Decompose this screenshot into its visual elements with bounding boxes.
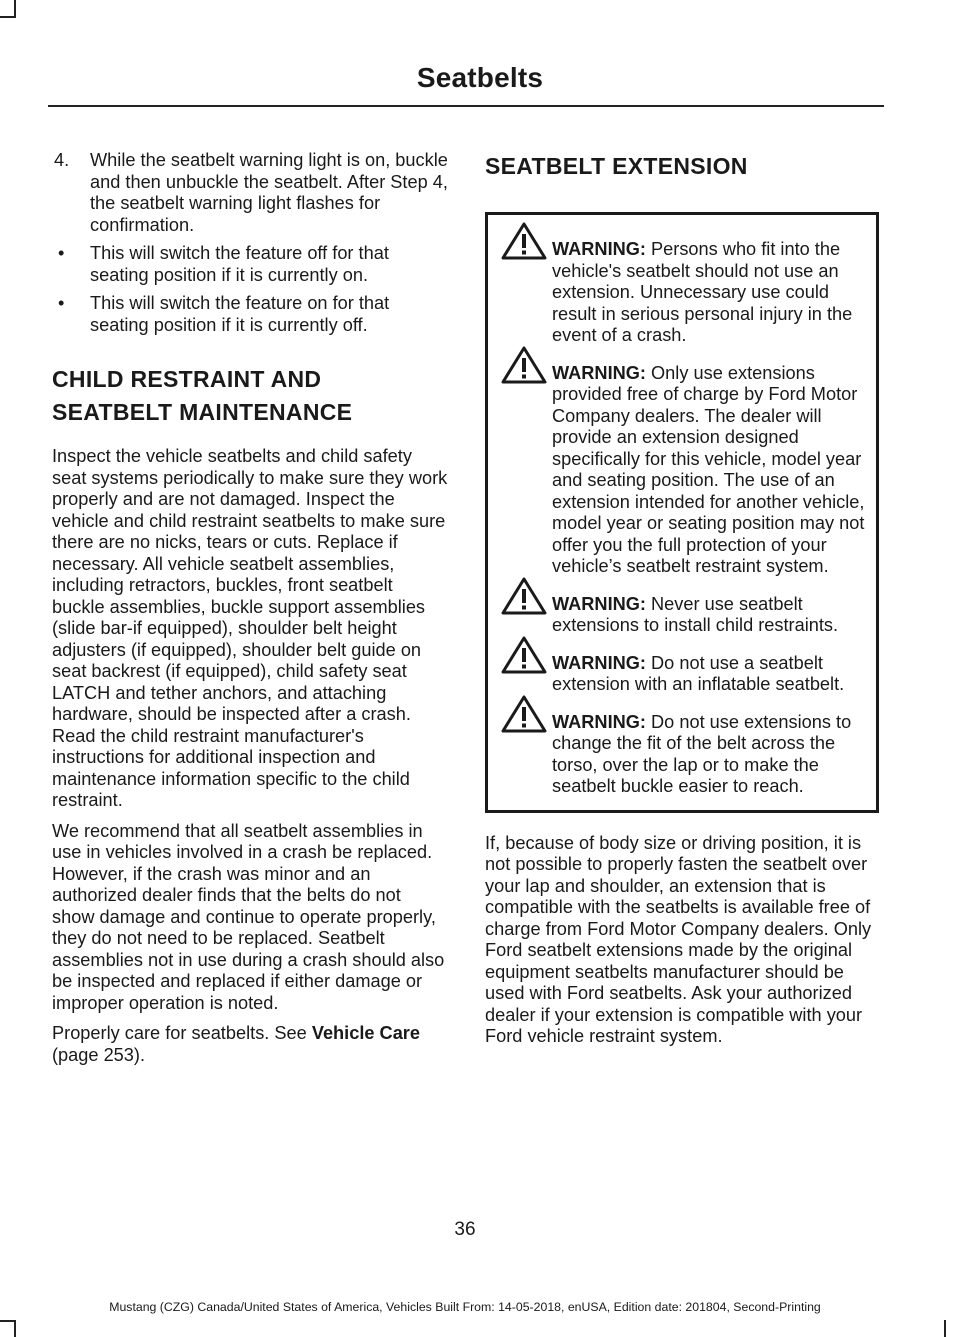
warning-item [496, 239, 869, 347]
warning-triangle-icon [500, 694, 548, 734]
step-number: 4. [54, 150, 70, 170]
left-column [52, 150, 448, 1075]
page-number: 36 [454, 1219, 476, 1240]
crop-mark-bottom-right [944, 1320, 946, 1337]
body-paragraph: Inspect the vehicle seatbelts and child safety seat systems periodically to make sure they work properly and are not damaged. Inspect the vehicle and child restraint seatbelts to make sure there are no nicks, tears or cuts. Replace if necessary. All vehicle seatbelt assemblies, including retractors, buckles, front seatbelt buckle assemblies, buckle support assemblies (slide bar-if equipped), shoulder belt height adjusters (if equipped), shoulder belt guide on seat backrest (if equipped), child safety seat LATCH and tether anchors, and attaching hardware, should be inspected after a crash. Read the child restraint manufacturer's instructions for additional inspection and maintenance information specific to the child restraint. [52, 446, 448, 810]
crop-mark-bottom-left [0, 1320, 16, 1322]
warning-text: Only use extensions provided free of charge by Ford Motor Company dealers. The dealer will provide an extension designed specifically for this vehicle, model year and seating position. The use of an extension intended for another vehicle, model year or seating position may not offer you the full protection of your vehicle’s seatbelt restraint system. [552, 362, 865, 576]
warning-triangle-icon [500, 576, 548, 616]
body-paragraph: If, because of body size or driving position, it is not possible to properly fasten the seatbelt over your lap and shoulder, an extension that is compatible with the seatbelts is available free of charge from Ford Motor Company dealers. Only Ford seatbelt extensions made by the original equipment seatbelts manufacturer should be used with Ford seatbelts. Ask your authorized dealer if your extension is compatible with your Ford vehicle restraint system. [485, 832, 872, 1046]
warning-item [496, 653, 869, 696]
care-suffix: (page 253). [52, 1044, 146, 1065]
right-column [485, 150, 879, 1057]
numbered-step [52, 150, 448, 236]
warning-item [496, 712, 869, 798]
page-header-title: Seatbelts [416, 62, 544, 93]
warning-triangle-icon [500, 345, 548, 385]
warning-box [485, 212, 879, 813]
warning-label: WARNING: [552, 362, 646, 383]
crop-mark-bottom-left [14, 1320, 16, 1337]
warning-label: WARNING: [552, 239, 646, 259]
care-prefix: Properly care for seatbelts. See [52, 1023, 312, 1043]
bullet-marker: • [58, 243, 65, 263]
warning-label: WARNING: [552, 711, 646, 732]
bullet-text: This will switch the feature on for that seating position if it is currently off. [90, 293, 390, 335]
bullet-item [52, 293, 448, 336]
crop-mark-top-left [0, 16, 16, 18]
warning-text: Do not use extensions to change the fit of the belt across the torso, over the lap or to make the seatbelt buckle easier to reach. [552, 711, 852, 796]
section-heading-extension: SEATBELT EXTENSION [485, 153, 748, 179]
section-heading-line: SEATBELT MAINTENANCE [52, 399, 353, 425]
section-heading-child-restraint [52, 363, 448, 429]
header-divider [48, 105, 884, 107]
warning-label: WARNING: [552, 593, 646, 614]
page-footer: Mustang (CZG) Canada/United States of America, Vehicles Built From: 14-05-2018, enUSA, Edition date: 201804, Second-Printing [109, 1300, 821, 1314]
care-reference-paragraph [52, 1023, 448, 1066]
warning-text: Persons who fit into the vehicle's seatbelt should not use an extension. Unnecessary use could result in serious personal injury in the event of a crash. [552, 239, 853, 345]
bullet-text: This will switch the feature off for that seating position if it is currently on. [90, 243, 389, 285]
warning-triangle-icon [500, 221, 548, 261]
warning-item [496, 594, 869, 637]
warning-label: WARNING: [552, 652, 646, 673]
section-heading-line: CHILD RESTRAINT AND [52, 366, 322, 392]
bullet-item [52, 243, 448, 286]
vehicle-care-link[interactable]: Vehicle Care [311, 1023, 420, 1043]
body-paragraph: We recommend that all seatbelt assemblies in use in vehicles involved in a crash be replaced. However, if the crash was minor and an authorized dealer finds that the belts do not show damage and continue to operate properly, they do not need to be replaced. Seatbelt assemblies not in use during a crash should also be inspected and replaced if either damage or improper operation is noted. [52, 820, 445, 1013]
step-text: While the seatbelt warning light is on, buckle and then unbuckle the seatbelt. After Step 4, the seatbelt warning light flashes for confirmation. [90, 150, 448, 235]
warning-item [496, 363, 869, 578]
warning-text: Do not use a seatbelt extension with an inflatable seatbelt. [552, 652, 845, 694]
bullet-marker: • [58, 293, 65, 313]
warning-triangle-icon [500, 635, 548, 675]
warning-text: Never use seatbelt extensions to install child restraints. [552, 593, 839, 635]
